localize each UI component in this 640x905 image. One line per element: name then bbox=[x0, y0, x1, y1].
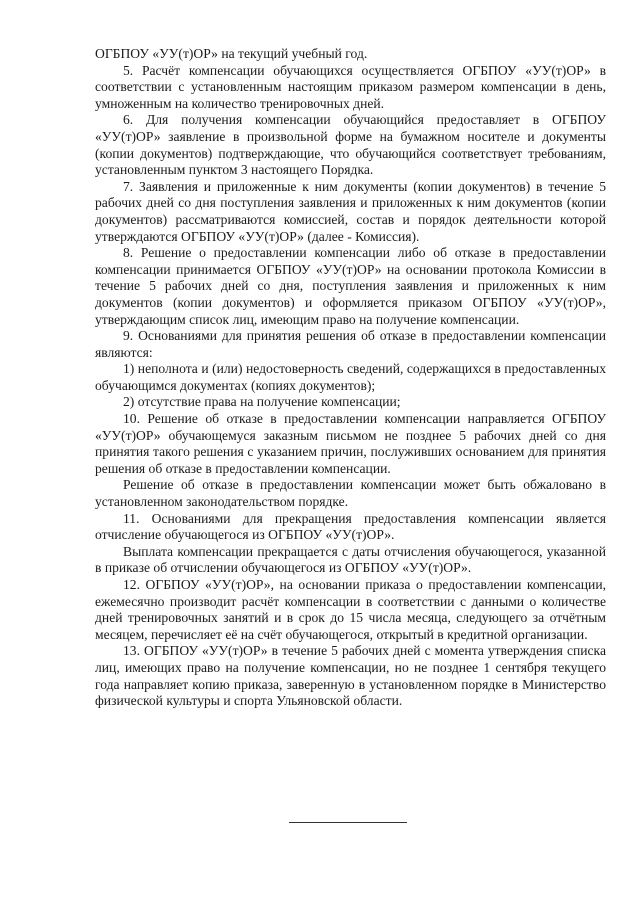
paragraph-continuation: ОГБПОУ «УУ(т)ОР» на текущий учебный год. bbox=[95, 46, 368, 61]
paragraph-item-5: 5. Расчёт компенсации обучающихся осуществляется ОГБПОУ «УУ(т)ОР» в соответствии с установленным настоящим приказом размером компенсации в день, умноженным на количество тренировочных дней. bbox=[95, 62, 606, 111]
paragraph-item-10-appeal: Решение об отказе в предоставлении компенсации может быть обжаловано в установленном законодательством порядке. bbox=[95, 477, 606, 510]
paragraph-item-12: 12. ОГБПОУ «УУ(т)ОР», на основании приказа о предоставлении компенсации, ежемесячно производит расчёт компенсации в соответствии с данными о количестве дней тренировочных занятий и в срок до 15 числа месяца, следующего за отчётным месяцем, перечисляет её на счёт обучающегося, открытый в кредитной организации. bbox=[95, 577, 606, 642]
paragraph-item-11: 11. Основаниями для прекращения предоставления компенсации является отчисление обучающегося из ОГБПОУ «УУ(т)ОР». bbox=[95, 510, 606, 543]
paragraph-item-11-termination: Выплата компенсации прекращается с даты отчисления обучающегося, указанной в приказе об отчислении обучающегося из ОГБПОУ «УУ(т)ОР». bbox=[95, 543, 606, 576]
paragraph-item-13: 13. ОГБПОУ «УУ(т)ОР» в течение 5 рабочих дней с момента утверждения списка лиц, имеющих право на получение компенсации, но не позднее 1 сентября текущего года направляет копию приказа, заверенную в установленном порядке в Министерство физической культуры и спорта Ульяновской области. bbox=[95, 643, 606, 709]
paragraph-item-9-sub-1: 1) неполнота и (или) недостоверность сведений, содержащихся в предоставленных обучающимся документах (копиях документов); bbox=[95, 361, 606, 393]
end-separator-line bbox=[289, 822, 407, 823]
paragraph-item-8: 8. Решение о предоставлении компенсации либо об отказе в предоставлении компенсации принимается ОГБПОУ «УУ(т)ОР» на основании протокола Комиссии в течение 5 рабочих дней со дня, поступления заявления и приложенных к ним документов (копии документов) и оформляется приказом ОГБПОУ «УУ(т)ОР», утверждающим список лиц, имеющим право на получение компенсации. bbox=[95, 245, 606, 327]
paragraph-item-9-sub-2: 2) отсутствие права на получение компенсации; bbox=[123, 394, 401, 410]
paragraph-item-7: 7. Заявления и приложенные к ним документы (копии документов) в течение 5 рабочих дней со дня поступления заявления и приложенных к ним документов (копии документов) рассматриваются комиссией, состав и порядок деятельности которой утверждаются ОГБПОУ «УУ(т)ОР» (далее - Комиссия). bbox=[95, 178, 606, 244]
document-page bbox=[95, 46, 606, 710]
paragraph-item-9: 9. Основаниями для принятия решения об отказе в предоставлении компенсации являются: bbox=[95, 328, 606, 360]
paragraph-item-6: 6. Для получения компенсации обучающийся предоставляет в ОГБПОУ «УУ(т)ОР» заявление в произвольной форме на бумажном носителе и документы (копии документов) подтверждающие, что обучающийся соответствует требованиям, установленным пунктом 3 настоящего Порядка. bbox=[95, 112, 606, 178]
paragraph-item-10: 10. Решение об отказе в предоставлении компенсации направляется ОГБПОУ «УУ(т)ОР» обучающемуся заказным письмом не позднее 5 рабочих дней со дня принятия такого решения с указанием причин, послуживших основанием для принятия решения об отказе в предоставлении компенсации. bbox=[95, 411, 606, 476]
